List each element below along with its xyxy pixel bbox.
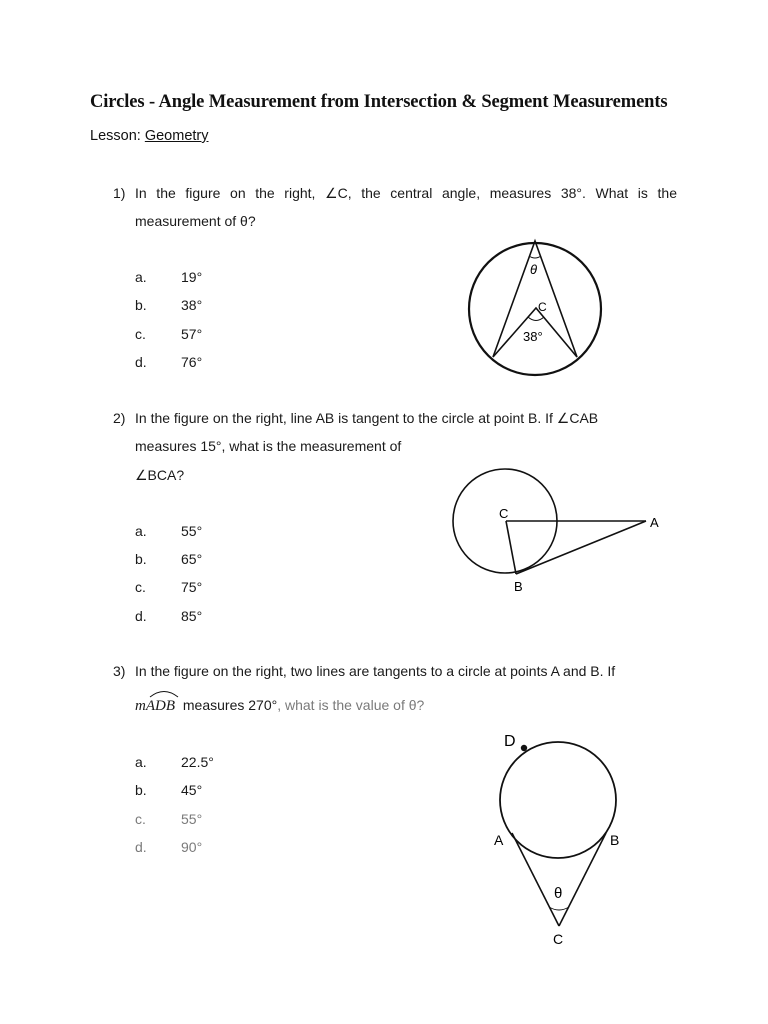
question-1-text-line-1: In the figure on the right, ∠C, the central angle, measures 38°. What is the (135, 185, 677, 201)
fig3-label-b: B (610, 832, 620, 848)
q1-option-c-letter: c. (135, 326, 146, 342)
q1-option-b-value[interactable]: 38° (181, 297, 203, 313)
question-2-text-line-1: In the figure on the right, line AB is tangent to the circle at point B. If ∠CAB (135, 410, 599, 426)
q3-option-c-letter: c. (135, 811, 146, 827)
question-1-text-line-2: measurement of θ? (135, 213, 256, 229)
q3-option-d-value[interactable]: 90° (181, 839, 203, 855)
fig2-tangent-ab (516, 521, 646, 574)
q2-option-c-letter: c. (135, 579, 146, 595)
q2-option-b-letter: b. (135, 551, 147, 567)
lesson-line (90, 128, 209, 144)
question-2-text-line-2: measures 15°, what is the measurement of (135, 438, 402, 454)
fig3-circle (500, 742, 616, 858)
fig3-label-a: A (494, 832, 504, 848)
q2-option-d-letter: d. (135, 608, 147, 624)
q1-option-a-letter: a. (135, 269, 147, 285)
fig1-angle-label: 38° (523, 329, 543, 344)
q3-option-c-value[interactable]: 55° (181, 811, 203, 827)
fig3-point-d (521, 745, 527, 751)
q2-option-d-value[interactable]: 85° (181, 608, 203, 624)
fig2-label-b: B (514, 579, 523, 594)
lesson-label: Lesson: (90, 128, 141, 144)
arc-symbol-icon (149, 689, 179, 698)
question-3-text-line-2 (135, 697, 424, 715)
q1-option-b-letter: b. (135, 297, 147, 313)
q1-option-a-value[interactable]: 19° (181, 269, 203, 285)
page-title: Circles - Angle Measurement from Intersection & Segment Measurements (90, 92, 668, 112)
fig3-tangent-ac (512, 833, 559, 926)
fig1-center-arc (528, 317, 544, 321)
fig2-label-c: C (499, 506, 509, 521)
fig2-segment-cb (506, 521, 516, 574)
q3-option-a-letter: a. (135, 754, 147, 770)
fig3-theta-label: θ (554, 885, 563, 902)
q2-option-b-value[interactable]: 65° (181, 551, 203, 567)
q2-option-a-value[interactable]: 55° (181, 523, 203, 539)
fig3-theta-arc (549, 907, 569, 910)
q1-option-d-letter: d. (135, 354, 147, 370)
q3-option-a-value[interactable]: 22.5° (181, 754, 214, 770)
q2-option-a-letter: a. (135, 523, 147, 539)
question-1-number: 1) (113, 185, 126, 201)
q1-option-c-value[interactable]: 57° (181, 326, 203, 342)
fig3-label-d: D (504, 733, 516, 750)
lesson-link[interactable]: Geometry (144, 128, 209, 144)
fig1-center-label: C (538, 300, 547, 314)
q2-option-c-value[interactable]: 75° (181, 579, 203, 595)
fig2-label-a: A (650, 515, 659, 530)
fig1-theta-label: θ (530, 262, 538, 277)
question-2-text-line-3: ∠BCA? (135, 467, 185, 483)
q3-option-b-letter: b. (135, 782, 147, 798)
figure-3-two-tangents (488, 726, 633, 952)
question-3-number: 3) (113, 663, 126, 679)
figure-1-central-angle (462, 236, 610, 384)
q3-text-measure: measures 270° (179, 697, 278, 713)
fig3-label-c: C (553, 931, 564, 947)
fig1-theta-arc (529, 256, 541, 258)
q3-text-question: , what is the value of θ? (277, 697, 425, 713)
q3-option-b-value[interactable]: 45° (181, 782, 203, 798)
q3-arc-notation (135, 698, 175, 715)
q3-arc-label: mADB (135, 698, 175, 714)
fig3-tangent-bc (559, 833, 606, 926)
q1-option-d-value[interactable]: 76° (181, 354, 203, 370)
question-2-number: 2) (113, 410, 126, 426)
q3-option-d-letter: d. (135, 839, 147, 855)
question-3-text-line-1: In the figure on the right, two lines are tangents to a circle at points A and B. If (135, 663, 616, 679)
figure-2-tangent-line (445, 462, 670, 597)
